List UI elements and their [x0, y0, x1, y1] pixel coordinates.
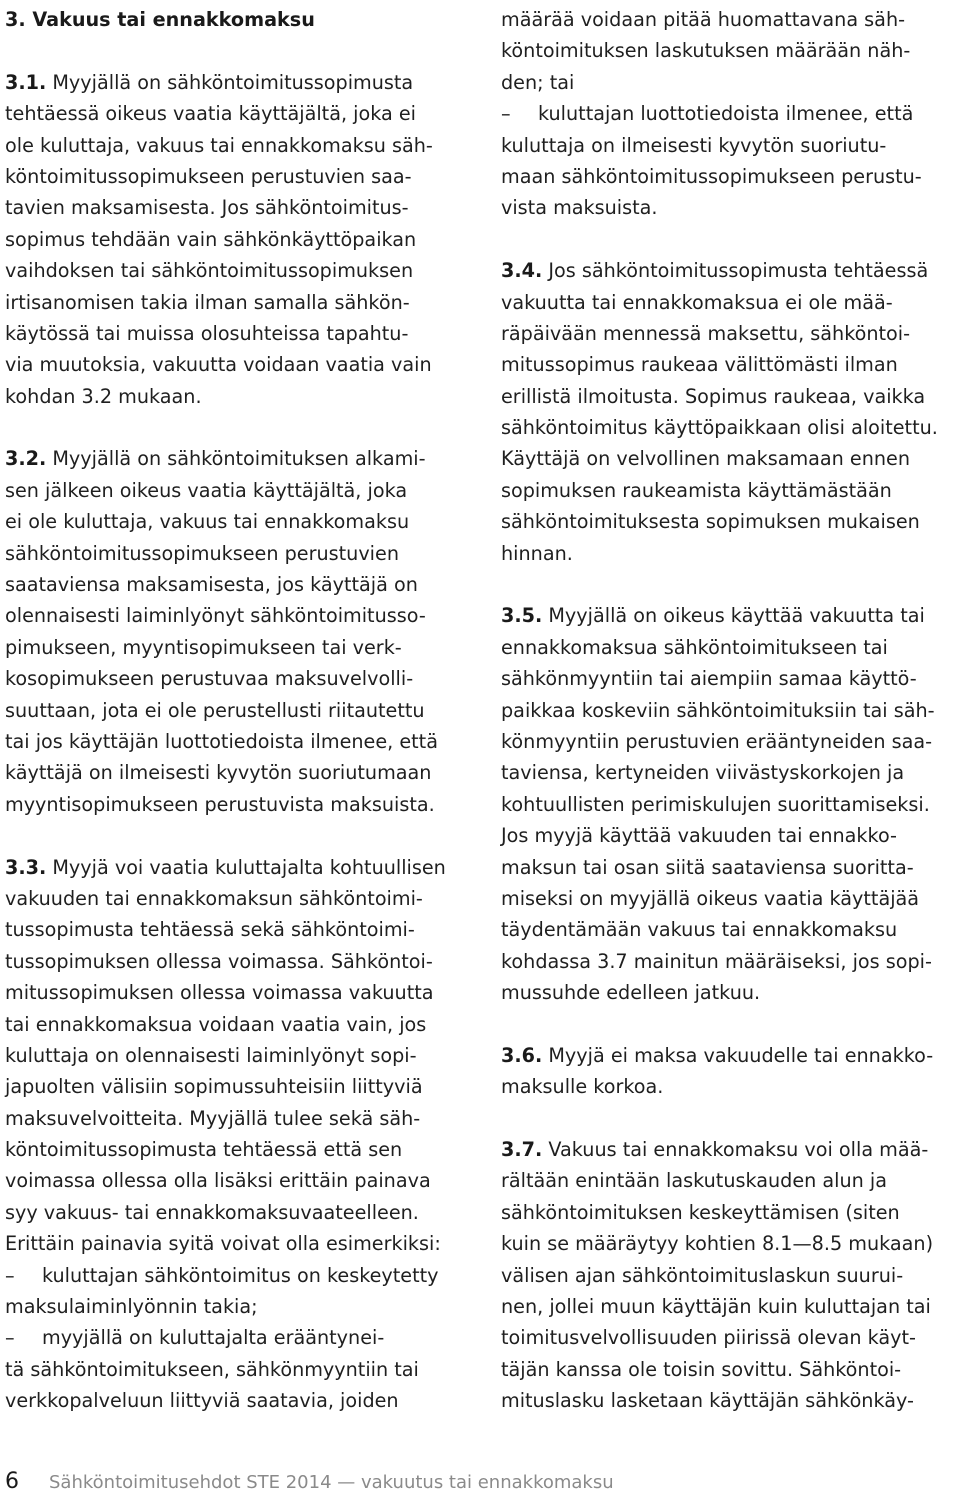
text-line — [5, 1197, 475, 1228]
line-text: nen, jollei muun käyttäjän kuin kuluttajan tai — [501, 1295, 931, 1319]
line-text: tai ennakkomaksua voidaan vaatia vain, jos — [5, 1012, 427, 1036]
line-text: paikkaa koskeviin sähköntoimituksiin tai säh- — [501, 698, 935, 722]
text-line — [501, 1385, 956, 1416]
text-line — [5, 789, 475, 820]
clause-number: 3.4. — [501, 259, 543, 283]
paragraph-3-4 — [501, 255, 956, 569]
clause-number: 3.1. — [5, 70, 47, 94]
line-text: mitussopimuksen ollessa voimassa vakuutta — [5, 981, 434, 1005]
text-line — [501, 412, 956, 443]
paragraph-3-3 — [5, 852, 475, 1260]
bullet-continuation: verkkopalveluun liittyviä saatavia, joiden — [5, 1389, 399, 1413]
paragraph-gap — [5, 820, 475, 851]
left-bullet-list — [5, 1260, 475, 1417]
text-line: määrää voidaan pitää huomattavana säh- — [501, 8, 906, 31]
line-text: kosopimukseen perustuvaa maksuvelvolli- — [5, 667, 414, 691]
text-line — [501, 538, 956, 569]
line-text: voimassa ollessa olla lisäksi erittäin painava — [5, 1169, 431, 1193]
line-text: mussuhde edelleen jatkuu. — [501, 981, 761, 1005]
line-text: sähköntoimitus käyttöpaikkaan olisi aloitettu. — [501, 416, 938, 440]
text-line — [501, 663, 956, 694]
text-line — [501, 1354, 956, 1385]
text-line — [5, 569, 475, 600]
line-text: kohdan 3.2 mukaan. — [5, 384, 202, 408]
bullet-continuation: kuluttaja on ilmeisesti kyvytön suoriutu- — [501, 133, 887, 157]
line-text: täjän kanssa ole toisin sovittu. Sähköntoi- — [501, 1357, 902, 1381]
line-text: sähköntoimituksen keskeyttämisen (siten — [501, 1200, 900, 1224]
bullet-item — [501, 98, 956, 129]
left-column — [5, 4, 475, 1417]
text-line — [501, 1040, 956, 1071]
text-line — [5, 1103, 475, 1134]
text-line — [501, 1291, 956, 1322]
text-line — [501, 914, 956, 945]
text-line — [501, 506, 956, 537]
text-line — [5, 663, 475, 694]
dash-marker: – — [5, 1263, 15, 1287]
line-text: Jos sähköntoimitussopimusta tehtäessä — [542, 259, 929, 283]
text-line — [5, 977, 475, 1008]
line-text: Myyjällä on sähköntoimitussopimusta — [46, 70, 414, 94]
text-line — [5, 538, 475, 569]
paragraph-3-7 — [501, 1134, 956, 1417]
text-line — [5, 1040, 475, 1071]
line-text: köntoimitussopimusta tehtäessä että sen — [5, 1138, 403, 1162]
line-text: toimitusvelvollisuuden piirissä olevan käyt- — [501, 1326, 916, 1350]
text-line — [5, 381, 475, 412]
text-line — [5, 192, 475, 223]
line-text: pimukseen, myyntisopimukseen tai verk- — [5, 635, 402, 659]
clause-number: 3.2. — [5, 447, 47, 471]
left-paragraphs — [5, 67, 475, 1260]
clause-number: 3.5. — [501, 604, 543, 628]
line-text: maksun tai osan siitä saataviensa suoritta- — [501, 855, 914, 879]
line-text: olennaisesti laiminlyönyt sähköntoimitusso- — [5, 604, 426, 628]
text-line — [5, 255, 475, 286]
text-line — [5, 632, 475, 663]
line-text: Erittäin painavia syitä voivat olla esimerkiksi: — [5, 1232, 441, 1256]
line-text: ei ole kuluttaja, vakuus tai ennakkomaksu — [5, 510, 410, 534]
text-line — [501, 695, 956, 726]
text-line — [501, 820, 956, 851]
line-text: Myyjällä on oikeus käyttää vakuutta tai — [542, 604, 925, 628]
line-text: mituslasku lasketaan käyttäjän sähkönkäy- — [501, 1389, 914, 1413]
line-text: könmyyntiin perustuvien erääntyneiden saa- — [501, 729, 933, 753]
text-line — [501, 1322, 956, 1353]
line-text: tehtäessä oikeus vaatia käyttäjältä, joka ei — [5, 102, 416, 126]
text-line — [5, 1228, 475, 1259]
text-line — [501, 883, 956, 914]
line-text: Käyttäjä on velvollinen maksamaan ennen — [501, 447, 911, 471]
line-text: saataviensa maksamisesta, jos käyttäjä on — [5, 573, 418, 597]
text-line — [5, 130, 475, 161]
text-line — [5, 349, 475, 380]
line-text: sähköntoimituksesta sopimuksen mukaisen — [501, 510, 920, 534]
text-line — [501, 757, 956, 788]
text-line — [501, 381, 956, 412]
line-text: sopimus tehdään vain sähkönkäyttöpaikan — [5, 227, 417, 251]
text-line — [501, 349, 956, 380]
text-line — [501, 600, 956, 631]
right-intro-text — [501, 4, 956, 98]
line-text: mitussopimus raukeaa välittömästi ilman — [501, 353, 898, 377]
text-line — [501, 287, 956, 318]
text-line — [5, 1071, 475, 1102]
line-text: irtisanomisen takia ilman samalla sähkön- — [5, 290, 410, 314]
bullet-item — [5, 1322, 475, 1353]
bullet-item — [5, 1260, 475, 1291]
section-title: 3. Vakuus tai ennakkomaksu — [5, 8, 315, 31]
paragraph-gap — [501, 569, 956, 600]
clause-number: 3.3. — [5, 855, 47, 879]
line-text: tavien maksamisesta. Jos sähköntoimitus- — [5, 196, 409, 220]
text-line — [5, 695, 475, 726]
line-text: vakuuden tai ennakkomaksun sähköntoimi- — [5, 886, 423, 910]
right-column — [501, 4, 956, 1417]
bullet-continuation: maan sähköntoimitussopimukseen perustu- — [501, 164, 922, 188]
paragraph-gap — [501, 1009, 956, 1040]
line-text: rältään enintään laskutuskauden alun ja — [501, 1169, 888, 1193]
line-text: vaihdoksen tai sähköntoimitussopimuksen — [5, 259, 414, 283]
line-text: tai jos käyttäjän luottotiedoista ilmenee, että — [5, 729, 438, 753]
line-text: miseksi on myyjällä oikeus vaatia käyttäjää — [501, 886, 920, 910]
line-text: suuttaan, jota ei ole perustellusti riitautettu — [5, 698, 425, 722]
text-line — [5, 1009, 475, 1040]
line-text: Myyjä voi vaatia kuluttajalta kohtuullisen — [46, 855, 446, 879]
bullet-continuation: tä sähköntoimitukseen, sähkönmyyntiin tai — [5, 1357, 419, 1381]
line-text: hinnan. — [501, 541, 573, 565]
text-line — [5, 67, 475, 98]
text-line — [501, 789, 956, 820]
line-text: Myyjä ei maksa vakuudelle tai ennakko- — [542, 1043, 934, 1067]
text-line — [5, 98, 475, 129]
line-text: välisen ajan sähköntoimituslaskun suurui- — [501, 1263, 904, 1287]
text-line — [5, 506, 475, 537]
dash-marker: – — [5, 1326, 15, 1350]
right-paragraphs — [501, 255, 956, 1416]
line-text: Jos myyjä käyttää vakuuden tai ennakko- — [501, 824, 897, 848]
line-text: sen jälkeen oikeus vaatia käyttäjältä, joka — [5, 478, 408, 502]
line-text: räpäivään mennessä maksettu, sähköntoi- — [501, 321, 911, 345]
paragraph-gap — [501, 224, 956, 255]
text-line — [501, 726, 956, 757]
text-line — [501, 255, 956, 286]
line-text: japuolten välisiin sopimussuhteisiin liittyviä — [5, 1075, 423, 1099]
text-line — [5, 475, 475, 506]
line-text: Vakuus tai ennakkomaksu voi olla mää- — [542, 1138, 929, 1162]
text-line — [501, 946, 956, 977]
text-line — [5, 161, 475, 192]
bullet-continuation: maksulaiminlyönnin takia; — [5, 1295, 258, 1319]
line-text: sähköntoimitussopimukseen perustuvien — [5, 541, 399, 565]
paragraph-gap — [5, 412, 475, 443]
text-line — [5, 946, 475, 977]
bullet-continuation: vista maksuista. — [501, 196, 658, 220]
line-text: tussopimuksen ollessa voimassa. Sähköntoi- — [5, 949, 433, 973]
text-line — [5, 726, 475, 757]
text-line — [5, 852, 475, 883]
clause-number: 3.6. — [501, 1043, 543, 1067]
text-line — [501, 443, 956, 474]
text-line — [501, 632, 956, 663]
text-line — [501, 1165, 956, 1196]
text-line — [501, 1197, 956, 1228]
text-line — [5, 600, 475, 631]
text-line — [501, 318, 956, 349]
line-text: myyntisopimukseen perustuvista maksuista. — [5, 792, 435, 816]
line-text: sähkönmyyntiin tai aiempiin samaa käyttö- — [501, 667, 917, 691]
paragraph-3-5 — [501, 600, 956, 1008]
line-text: taviensa, kertyneiden viivästyskorkojen ja — [501, 761, 905, 785]
line-text: tussopimusta tehtäessä sekä sähköntoimi- — [5, 918, 415, 942]
line-text: vakuutta tai ennakkomaksua ei ole mää- — [501, 290, 893, 314]
text-line — [501, 1260, 956, 1291]
text-line: den; tai — [501, 70, 575, 94]
text-line — [5, 757, 475, 788]
line-text: täydentämään vakuus tai ennakkomaksu — [501, 918, 898, 942]
line-text: sopimuksen raukeamista käyttämästään — [501, 478, 892, 502]
text-line — [5, 1165, 475, 1196]
line-text: ennakkomaksua sähköntoimitukseen tai — [501, 635, 888, 659]
line-text: maksulle korkoa. — [501, 1075, 664, 1099]
footer-text: Sähköntoimitusehdot STE 2014 — vakuutus tai ennakkomaksu — [49, 1472, 614, 1493]
text-line — [501, 852, 956, 883]
paragraph-3-1 — [5, 67, 475, 412]
line-text: kuin se määräytyy kohtien 8.1—8.5 mukaan) — [501, 1232, 934, 1256]
text-line — [5, 883, 475, 914]
text-line — [5, 1134, 475, 1165]
line-text: käyttäjä on ilmeisesti kyvytön suoriutumaan — [5, 761, 432, 785]
text-line — [501, 977, 956, 1008]
line-text: maksuvelvoitteita. Myyjällä tulee sekä säh- — [5, 1106, 421, 1130]
bullet-text: kuluttajan sähköntoimitus on keskeytetty — [42, 1263, 439, 1287]
line-text: kuluttaja on olennaisesti laiminlyönyt sopi- — [5, 1043, 417, 1067]
bullet-text: myyjällä on kuluttajalta erääntynei- — [42, 1326, 385, 1350]
text-line — [5, 443, 475, 474]
line-text: köntoimitussopimukseen perustuvien saa- — [5, 164, 412, 188]
paragraph-3-2 — [5, 443, 475, 820]
dash-marker: – — [501, 102, 511, 126]
page-number: 6 — [5, 1469, 19, 1494]
paragraph-gap — [501, 1103, 956, 1134]
text-line — [501, 1071, 956, 1102]
line-text: Myyjällä on sähköntoimituksen alkami- — [46, 447, 426, 471]
text-line — [501, 1228, 956, 1259]
line-text: kohdassa 3.7 mainitun määräiseksi, jos sopi- — [501, 949, 932, 973]
paragraph-3-6 — [501, 1040, 956, 1103]
text-line — [501, 1134, 956, 1165]
text-line: köntoimituksen laskutuksen määrään näh- — [501, 39, 911, 63]
line-text: via muutoksia, vakuutta voidaan vaatia vain — [5, 353, 432, 377]
text-line — [501, 475, 956, 506]
bullet-text: kuluttajan luottotiedoista ilmenee, että — [538, 102, 914, 126]
clause-number: 3.7. — [501, 1138, 543, 1162]
right-bullet-list — [501, 98, 956, 255]
page-footer — [5, 1467, 614, 1498]
line-text: käytössä tai muissa olosuhteissa tapahtu- — [5, 321, 409, 345]
line-text: kohtuullisten perimiskulujen suorittamiseksi. — [501, 792, 930, 816]
line-text: ole kuluttaja, vakuus tai ennakkomaksu säh- — [5, 133, 433, 157]
text-line — [5, 224, 475, 255]
text-line — [5, 914, 475, 945]
line-text: erillistä ilmoitusta. Sopimus raukeaa, vaikka — [501, 384, 926, 408]
text-line — [5, 287, 475, 318]
line-text: syy vakuus- tai ennakkomaksuvaateelleen. — [5, 1200, 419, 1224]
text-line — [5, 318, 475, 349]
